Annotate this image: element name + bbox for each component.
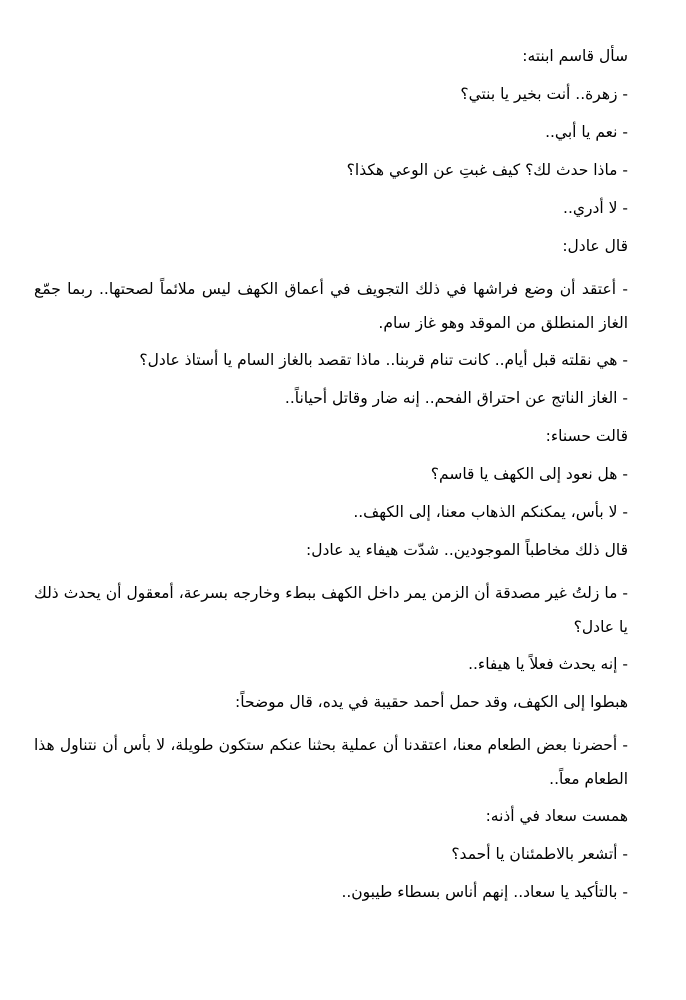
dialogue-line: - هي نقلته قبل أيام.. كانت تنام قربنا.. ماذا تقصد بالغاز السام يا أستاذ عادل؟ [139,351,628,369]
dialogue-line: - لا بأس، يمكنكم الذهاب معنا، إلى الكهف.. [353,503,628,521]
narration-line: هبطوا إلى الكهف، وقد حمل أحمد حقيبة في يده، قال موضحاً: [235,693,628,711]
narration-line: قال عادل: [562,237,628,255]
narration-line: قالت حسناء: [545,427,628,445]
dialogue-line: - زهرة.. أنت بخير يا بنتي؟ [460,85,628,103]
dialogue-line: - ما زلتُ غير مصدقة أن الزمن يمر داخل الكهف ببطء وخارجه بسرعة، أمعقول أن يحدث ذلك يا عادل؟ [34,584,628,636]
document-page [34,44,628,918]
dialogue-line: - أحضرنا بعض الطعام معنا، اعتقدنا أن عملية بحثنا عنكم ستكون طويلة، لا بأس أن نتناول هذا الطعام معاً.. [34,736,628,788]
dialogue-line: - نعم يا أبي.. [545,123,628,141]
narration-line: قال ذلك مخاطباً الموجودين.. شدّت هيفاء يد عادل: [305,541,628,559]
dialogue-line: - الغاز الناتج عن احتراق الفحم.. إنه ضار وقاتل أحياناً.. [284,389,628,407]
dialogue-line: - إنه يحدث فعلاً يا هيفاء.. [468,655,628,673]
dialogue-line: - بالتأكيد يا سعاد.. إنهم أناس بسطاء طيبون.. [341,883,628,901]
dialogue-line: - لا أدري.. [563,199,628,217]
narration-line: همست سعاد في أذنه: [485,807,628,825]
dialogue-line: - هل نعود إلى الكهف يا قاسم؟ [430,465,628,483]
dialogue-line: - أعتقد أن وضع فراشها في ذلك التجويف في أعماق الكهف ليس ملائماً لصحتها.. ربما جمّع الغاز المنطلق من الموقد وهو غاز سام. [34,280,628,332]
dialogue-line: - ماذا حدث لك؟ كيف غبتِ عن الوعي هكذا؟ [346,161,628,179]
dialogue-line: - أتشعر بالاطمئنان يا أحمد؟ [451,845,628,863]
narration-line: سأل قاسم ابنته: [522,47,628,65]
